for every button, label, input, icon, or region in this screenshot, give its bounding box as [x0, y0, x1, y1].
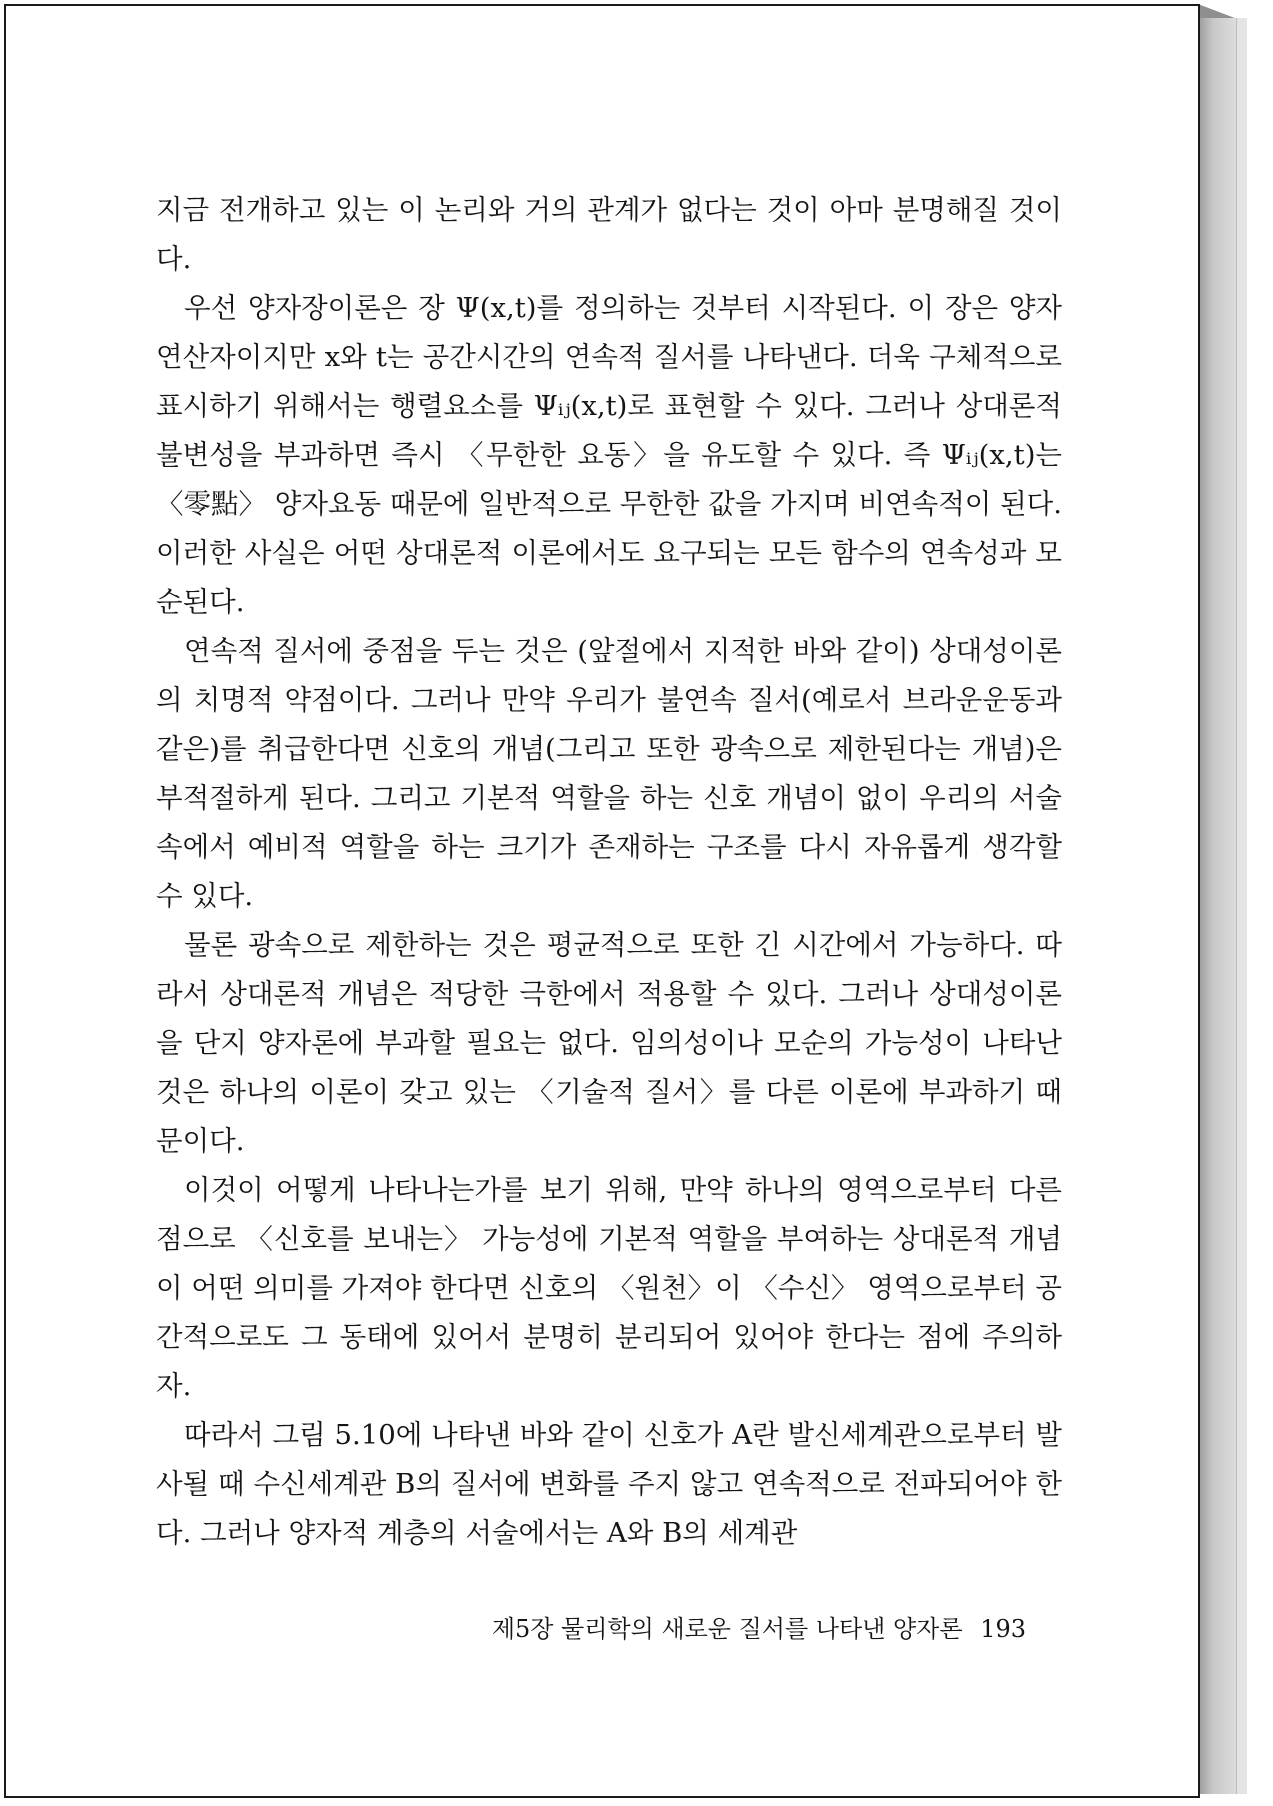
paragraph-4: 물론 광속으로 제한하는 것은 평균적으로 또한 긴 시간에서 가능하다. 따라서 상대론적 개념은 적당한 극한에서 적용할 수 있다. 그러나 상대성이론을 단지 양자론에 부과할 필요는 없다. 임의성이나 모순의 가능성이 나타난 것은 하나의 이론이 갖고 있는 〈기술적 질서〉를 다른 이론에 부과하기 때문이다. — [156, 929, 1062, 1157]
page-number: 193 — [980, 1615, 1026, 1643]
paragraph-1: 지금 전개하고 있는 이 논리와 거의 관계가 없다는 것이 아마 분명해질 것이다. — [156, 194, 1062, 275]
book-page — [4, 4, 1200, 1798]
paragraph-6: 따라서 그림 5.10에 나타낸 바와 같이 신호가 A란 발신세계관으로부터 발사될 때 수신세계관 B의 질서에 변화를 주지 않고 연속적으로 전파되어야 한다. 그러나 양자적 계층의 서술에서는 A와 B의 세계관 — [156, 1419, 1062, 1549]
paragraph-5: 이것이 어떻게 나타나는가를 보기 위해, 만약 하나의 영역으로부터 다른 점으로 〈신호를 보내는〉 가능성에 기본적 역할을 부여하는 상대론적 개념이 어떤 의미를 가져야 한다면 신호의 〈원천〉이 〈수신〉 영역으로부터 공간적으로도 그 동태에 있어서 분명히 분리되어 있어야 한다는 점에 주의하자. — [156, 1174, 1062, 1402]
body-text — [156, 186, 1062, 1558]
paragraph-3: 연속적 질서에 중점을 두는 것은 (앞절에서 지적한 바와 같이) 상대성이론의 치명적 약점이다. 그러나 만약 우리가 불연속 질서(예로서 브라운운동과 같은)를 취급한다면 신호의 개념(그리고 또한 광속으로 제한된다는 개념)은 부적절하게 된다. 그리고 기본적 역할을 하는 신호 개념이 없이 우리의 서술 속에서 예비적 역할을 하는 크기가 존재하는 구조를 다시 자유롭게 생각할 수 있다. — [156, 635, 1062, 912]
page-stack-edge-strip — [1236, 18, 1247, 1794]
page-footer — [492, 1609, 1026, 1644]
running-title: 제5장 물리학의 새로운 질서를 나타낸 양자론 — [491, 1615, 963, 1643]
page-stack-edge — [1198, 18, 1236, 1794]
paragraph-2: 우선 양자장이론은 장 Ψ(x,t)를 정의하는 것부터 시작된다. 이 장은 양자연산자이지만 x와 t는 공간시간의 연속적 질서를 나타낸다. 더욱 구체적으로 표시하기 위해서는 행렬요소를 Ψᵢⱼ(x,t)로 표현할 수 있다. 그러나 상대론적 불변성을 부과하면 즉시 〈무한한 요동〉을 유도할 수 있다. 즉 Ψᵢⱼ(x,t)는 〈零點〉 양자요동 때문에 일반적으로 무한한 값을 가지며 비연속적이 된다. 이러한 사실은 어떤 상대론적 이론에서도 요구되는 모든 함수의 연속성과 모순된다. — [156, 292, 1062, 618]
